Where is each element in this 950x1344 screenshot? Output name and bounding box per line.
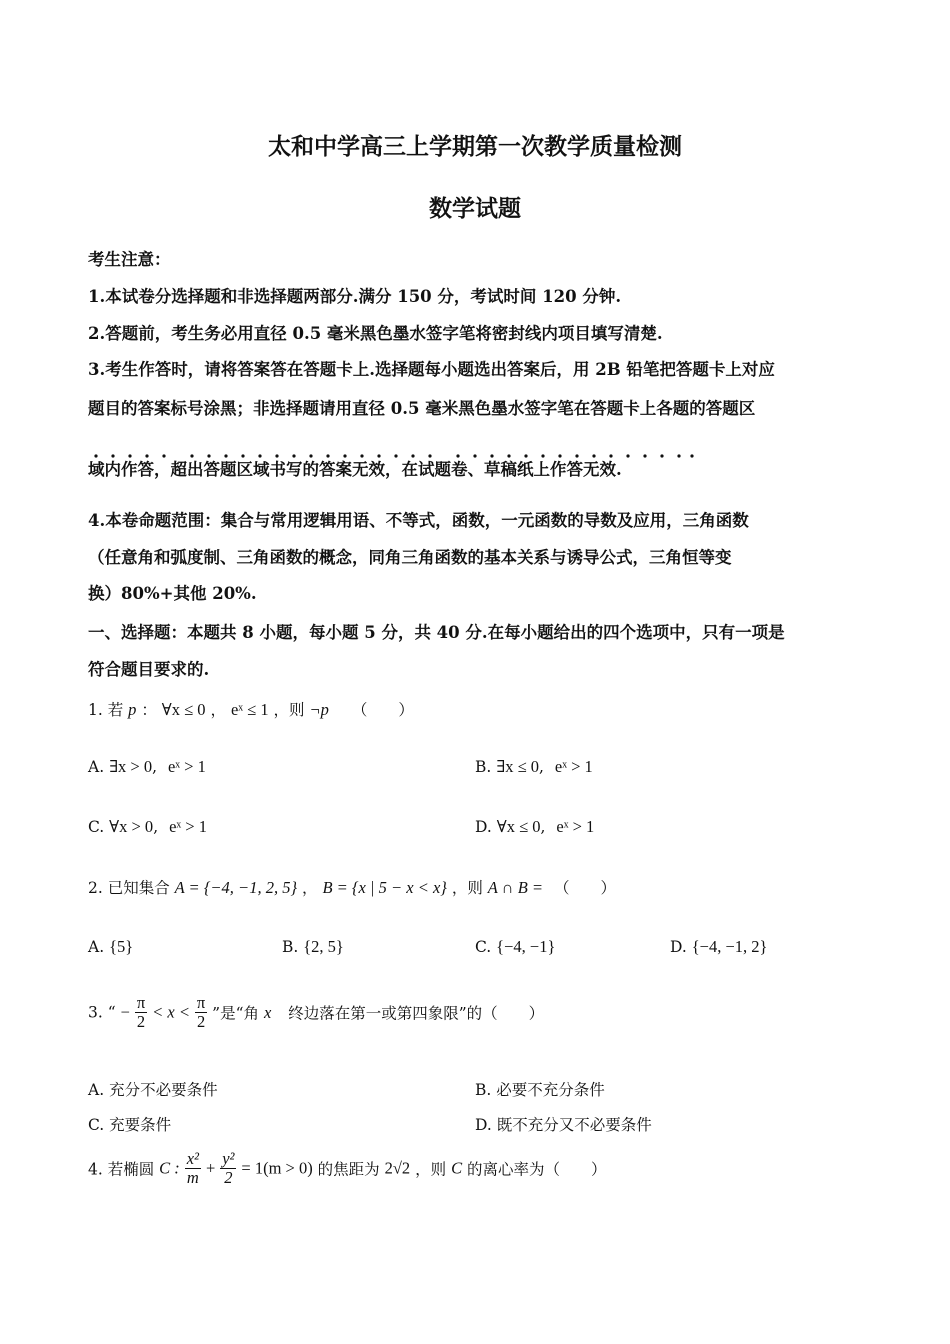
q1-option-c [88, 817, 207, 837]
q2-option-c [475, 937, 555, 957]
option-part2: eˣ > 1 [556, 817, 595, 836]
fraction-denominator: 2 [136, 1012, 146, 1031]
option-part1: ∀x > 0 [109, 817, 154, 836]
option-label: D. [670, 938, 687, 956]
question-2 [88, 876, 616, 898]
notice-item-4-line1: 4.本卷命题范围：集合与常用逻辑用语、不等式，函数，一元函数的导数及应用，三角函数 [88, 511, 749, 530]
then-text: ，则 [451, 879, 483, 897]
option-label: C. [88, 818, 105, 836]
option-label: A. [88, 758, 105, 776]
question-4 [88, 1150, 607, 1202]
option-part1: ∃x > 0 [109, 757, 153, 776]
q2-option-d [670, 937, 767, 957]
notice-item-3-line1: 3.考生作答时，请将答案答在答题卡上.选择题每小题选出答案后，用 2B 铅笔把答题卡上对应 [88, 360, 775, 379]
option-value: {5} [109, 937, 134, 956]
math-focal-length: 2√2 [384, 1158, 411, 1178]
section-heading-line2: 符合题目要求的. [88, 660, 210, 679]
colon: ： [141, 701, 157, 719]
emphasis-dots [88, 446, 708, 456]
option-label: B. [475, 1081, 492, 1099]
option-text: 充要条件 [109, 1116, 172, 1134]
question-text-2: ，则 [415, 1160, 447, 1179]
comma: ， [210, 701, 227, 719]
option-sep: , [539, 758, 544, 776]
q2-option-a [88, 937, 133, 957]
math-equation-rest: = 1(m > 0) [241, 1158, 313, 1178]
question-text-2: 终边落在第一或第四象限”的（ ） [288, 1004, 545, 1023]
q1-option-d [475, 817, 594, 837]
option-part2: eˣ > 1 [554, 757, 593, 776]
answer-paren: （ ） [554, 879, 617, 897]
math-set-a: A = {−4, −1, 2, 5} [174, 878, 298, 897]
question-number: 3. “ [88, 1003, 116, 1022]
option-label: B. [282, 938, 299, 956]
option-part1: ∃x ≤ 0 [496, 757, 540, 776]
math-plus: + [205, 1158, 216, 1178]
fraction-numerator: y² [222, 1149, 235, 1168]
option-text: 必要不充分条件 [496, 1081, 605, 1099]
option-label: A. [88, 1081, 105, 1099]
option-sep: , [152, 758, 158, 776]
math-fraction-right [195, 994, 207, 1031]
math-p: p [128, 700, 137, 719]
question-text-1: ”是“角 [212, 1004, 260, 1023]
exam-title: 太和中学高三上学期第一次教学质量检测 [268, 133, 682, 160]
math-fraction-left [135, 994, 147, 1031]
option-sep: , [153, 818, 159, 836]
fraction-denominator: 2 [196, 1012, 206, 1031]
question-number: 1. 若 [88, 701, 124, 719]
question-3 [88, 994, 544, 1042]
section-heading-line1: 一、选择题：本题共 8 小题，每小题 5 分，共 40 分.在每小题给出的四个选项中，只有一项是 [88, 623, 785, 642]
fraction-numerator: x² [186, 1149, 199, 1168]
fraction-numerator: π [196, 993, 206, 1012]
q3-option-d [475, 1113, 652, 1135]
math-condition-2: eˣ ≤ 1 [230, 700, 269, 719]
math-neg-p: ¬p [309, 700, 329, 719]
math-condition-1: ∀x ≤ 0 [161, 700, 206, 719]
math-fraction-y [220, 1150, 236, 1187]
question-1 [88, 698, 414, 720]
notice-item-2: 2.答题前，考生务必用直径 0.5 毫米黑色墨水签字笔将密封线内项目填写清楚. [88, 324, 663, 343]
option-value: {−4, −1} [496, 937, 556, 956]
math-inequality: < x < [152, 1002, 190, 1022]
math-intersection: A ∩ B = [487, 878, 544, 897]
math-set-b: B = {x | 5 − x < x} [322, 878, 447, 897]
exam-subtitle: 数学试题 [429, 195, 521, 222]
fraction-denominator: 2 [224, 1168, 233, 1187]
option-text: 充分不必要条件 [109, 1081, 218, 1099]
math-minus: − [120, 1002, 130, 1022]
notice-item-1: 1.本试卷分选择题和非选择题两部分.满分 150 分，考试时间 120 分钟. [88, 287, 622, 306]
q3-option-c [88, 1113, 171, 1135]
option-text: 既不充分又不必要条件 [496, 1116, 652, 1134]
q1-option-b [475, 757, 593, 777]
then-text: ，则 [273, 701, 305, 719]
notice-item-3-line2: 题目的答案标号涂黑；非选择题请用直径 0.5 毫米黑色墨水签字笔在答题卡上各题的答题区 [88, 399, 756, 418]
notice-item-4-line2: （任意角和弧度制、三角函数的概念，同角三角函数的基本关系与诱导公式，三角恒等变 [88, 548, 732, 567]
math-fraction-x [185, 1150, 201, 1187]
option-label: A. [88, 938, 105, 956]
option-part1: ∀x ≤ 0 [496, 817, 541, 836]
math-x: x [263, 1002, 272, 1022]
fraction-numerator: π [136, 993, 146, 1012]
option-part2: eˣ > 1 [167, 757, 206, 776]
question-number: 2. 已知集合 [88, 879, 170, 897]
question-text-1: 的焦距为 [317, 1160, 380, 1179]
q2-option-b [282, 937, 344, 957]
fraction-denominator: m [186, 1168, 199, 1187]
option-label: D. [475, 818, 492, 836]
comma: ， [301, 879, 318, 897]
question-number: 4. 若椭圆 [88, 1160, 155, 1179]
question-text-3: 的离心率为（ ） [467, 1160, 607, 1179]
option-label: C. [475, 938, 492, 956]
option-value: {−4, −1, 2} [691, 937, 768, 956]
notice-heading: 考生注意： [88, 250, 171, 269]
math-c: C [451, 1158, 463, 1178]
option-value: {2, 5} [303, 937, 344, 956]
option-label: D. [475, 1116, 492, 1134]
notice-item-4-line3: 换）80%+其他 20%. [88, 584, 257, 603]
q3-option-b [475, 1078, 605, 1100]
notice-item-3-line3: 域内作答，超出答题区域书写的答案无效，在试题卷、草稿纸上作答无效. [88, 460, 622, 479]
option-label: B. [475, 758, 492, 776]
option-sep: , [540, 818, 546, 836]
answer-paren: （ ） [351, 701, 414, 719]
q1-option-a [88, 757, 206, 777]
math-c-label: C : [159, 1158, 180, 1178]
option-part2: eˣ > 1 [169, 817, 207, 836]
q3-option-a [88, 1078, 218, 1100]
option-label: C. [88, 1116, 105, 1134]
